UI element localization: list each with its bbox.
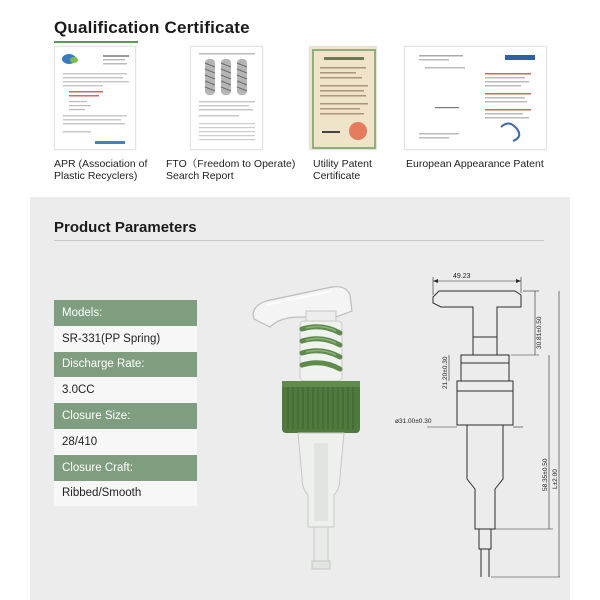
parameters-divider — [54, 240, 544, 241]
dim-head-label: 30.81±0.50 — [536, 316, 543, 349]
models-label: Models: — [54, 300, 197, 326]
apr-certificate-thumbnail[interactable] — [54, 46, 136, 150]
dim-width-label: 49.23 — [453, 273, 471, 280]
technical-drawing — [395, 267, 560, 597]
models-value: SR-331(PP Spring) — [54, 326, 197, 352]
utility-patent-thumbnail[interactable] — [309, 46, 377, 150]
dim-tube-label: L±2.00 — [552, 469, 559, 489]
utility-patent-image — [310, 47, 377, 150]
european-patent-label: European Appearance Patent — [406, 158, 544, 170]
dim-collar-label: 21.20±0.30 — [442, 356, 449, 389]
fto-report-thumbnail[interactable] — [190, 46, 263, 150]
discharge-rate-label: Discharge Rate: — [54, 352, 197, 378]
parameters-title: Product Parameters — [54, 219, 197, 236]
fto-report-image — [191, 47, 263, 150]
apr-certificate-image — [55, 47, 136, 150]
title-underline — [54, 41, 138, 43]
qualification-section — [0, 0, 600, 197]
closure-size-value: 28/410 — [54, 429, 197, 455]
discharge-rate-value: 3.0CC — [54, 377, 197, 403]
product-parameters-section — [30, 197, 570, 600]
dim-diameter-label: ø31.00±0.30 — [395, 418, 432, 425]
closure-craft-value: Ribbed/Smooth — [54, 481, 197, 507]
lotion-pump-image — [240, 277, 390, 597]
fto-report-label: FTO（Freedom to Operate) Search Report — [166, 158, 296, 182]
closure-craft-label: Closure Craft: — [54, 455, 197, 481]
apr-certificate-label: APR (Association of Plastic Recyclers) — [54, 158, 148, 182]
qualification-title: Qualification Certificate — [54, 18, 250, 37]
european-patent-image — [405, 47, 547, 150]
parameters-table — [54, 300, 197, 506]
european-patent-thumbnail[interactable] — [404, 46, 547, 150]
utility-patent-label: Utility Patent Certificate — [313, 158, 372, 182]
closure-size-label: Closure Size: — [54, 403, 197, 429]
dim-body-label: 58.35±0.50 — [542, 458, 549, 491]
